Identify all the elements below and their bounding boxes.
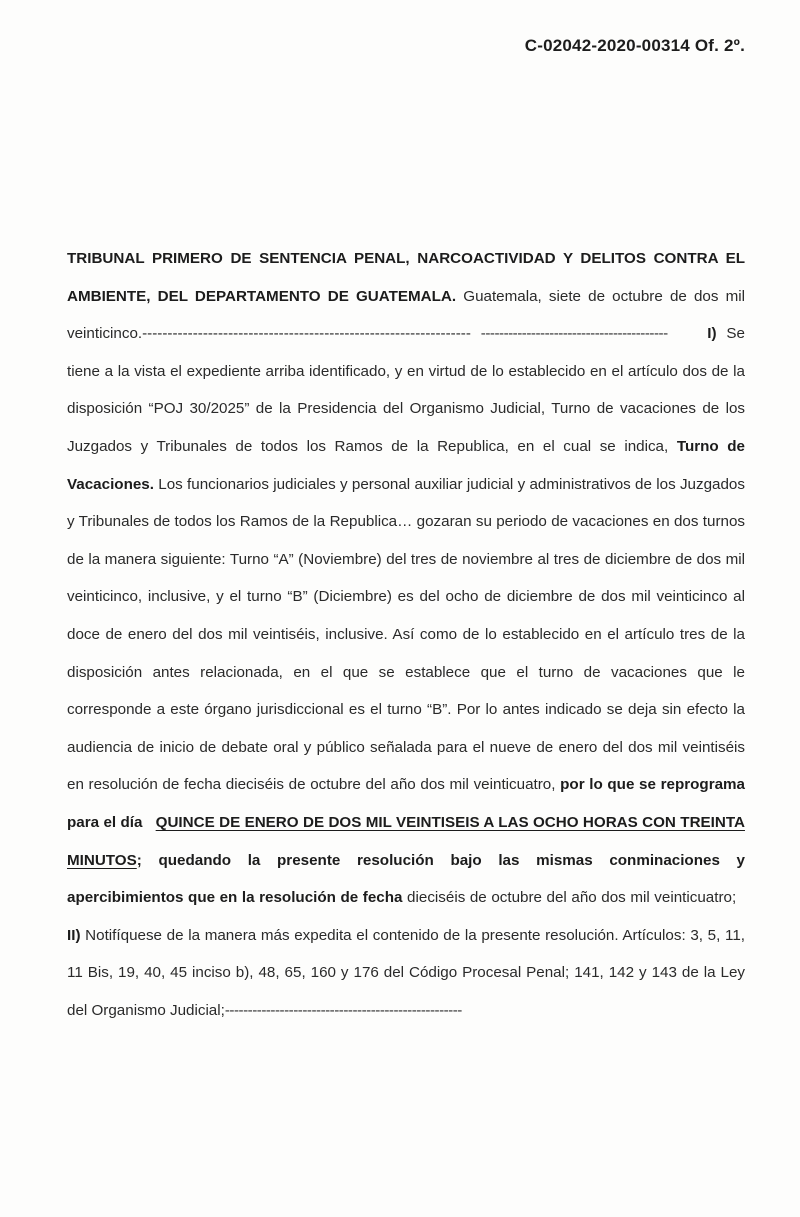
trailing-dashes: ---------------------------------------------------- [224, 1001, 462, 1019]
new-hearing-date: QUINCE DE ENERO DE DOS MIL VEINTISEIS A LAS OCHO HORAS CON TREINTA MINUTOS [67, 813, 745, 869]
place: Guatemala, [463, 287, 542, 305]
resolution-body [67, 240, 745, 1029]
paragraph-one-c: dieciséis de octubre del año dos mil veinticuatro; [407, 889, 737, 907]
section-one-label: I) [707, 325, 717, 343]
vacation-shift-heading: Turno de Vacaciones. [67, 437, 745, 493]
resolution-conditions: ; quedando la presente resolución bajo las mismas conminaciones y apercibimientos que en la resolución de fecha [67, 851, 745, 907]
section-two-label: II) [67, 926, 81, 944]
paragraph-one-b: Los funcionarios judiciales y personal auxiliar judicial y administrativos de los Juzgados y Tribunales de todos los Ramos de la Republica… gozaran su periodo de vacaciones en dos turnos de la manera siguiente: Turno “A” (Noviembre) del tres de noviembre al tres de diciembre de dos mil veinticinco, inclusive, y el turno “B” (Diciembre) es del ocho de diciembre de dos mil veinticinco al doce de enero del dos mil veintiséis, inclusive. Así como de lo establecido en el artículo tres de la disposición antes relacionada, en el que se establece que el turno de vacaciones que le corresponde a este órgano jurisdiccional es el turno “B”. Por lo antes indicado se deja sin efecto la audiencia de inicio de debate oral y público señalada para el nueve de enero del dos mil veintiséis en resolución de fecha dieciséis de octubre del año dos mil veinticuatro, [67, 475, 745, 794]
paragraph-two: Notifíquese de la manera más expedita el contenido de la presente resolución. Artículos: 3, 5, 11, 11 Bis, 19, 40, 45 inciso b), 48, 65, 160 y 176 del Código Procesal Penal; 141, 142 y 143 de la Ley del Organismo Judicial; [67, 926, 745, 1019]
lead-dashes: ----------------------------------------- [480, 325, 668, 343]
paragraph-one-a: Se tiene a la vista el expediente arriba identificado, y en virtud de lo establecido en el artículo dos de la disposición “POJ 30/2025” de la Presidencia del Organismo Judicial, Turno de vacaciones de los Juzgados y Tribunales de todos los Ramos de la Republica, en el cual se indica, [67, 325, 745, 455]
date-line: siete de octubre de dos mil veinticinco.----------------------------------------------------------------- [67, 287, 745, 343]
reschedule-statement: por lo que se reprograma para el día [67, 776, 745, 831]
case-number: C-02042-2020-00314 Of. 2º. [524, 36, 745, 55]
court-header: TRIBUNAL PRIMERO DE SENTENCIA PENAL, NARCOACTIVIDAD Y DELITOS CONTRA EL AMBIENTE, DEL DEPARTAMENTO DE GUATEMALA. [67, 250, 745, 305]
